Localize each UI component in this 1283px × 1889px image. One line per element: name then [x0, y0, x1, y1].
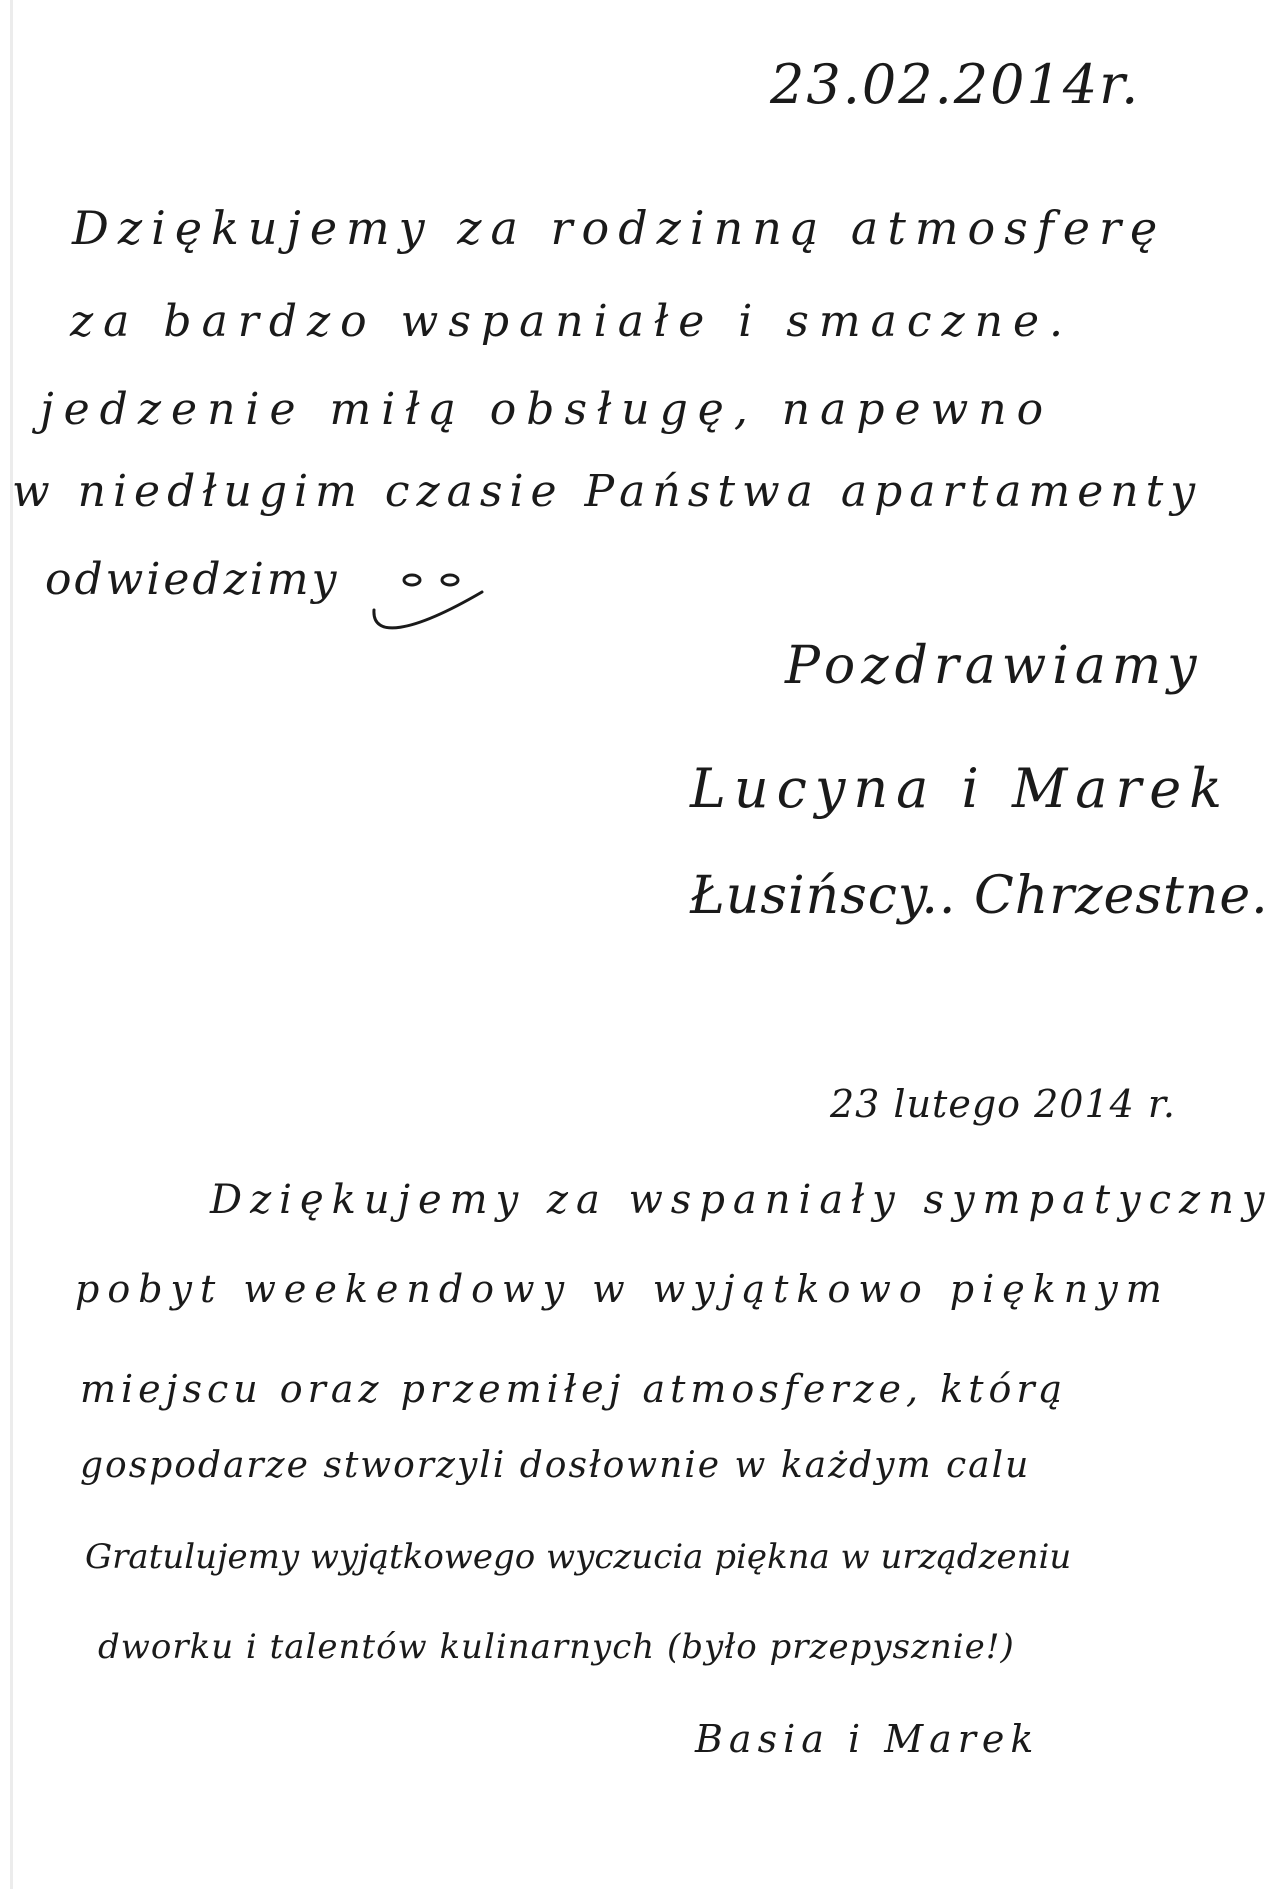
entry1-line-1: Dziękujemy za rodzinną atmosferę [72, 201, 1167, 255]
entry2-line-4: gospodarze stworzyli dosłownie w każdym calu [80, 1445, 1031, 1486]
binding-edge [10, 0, 13, 1889]
entry2-line-6: dworku i talentów kulinarnych (było przepysznie!) [98, 1627, 1015, 1667]
entry1-line-5: odwiedzimy [45, 554, 340, 605]
entry2-line-2: pobyt weekendowy w wyjątkowo pięknym [75, 1267, 1170, 1311]
entry1-date: 23.02.2014r. [770, 53, 1141, 116]
entry2-signature: Basia i Marek [695, 1717, 1040, 1761]
entry2-line-1: Dziękujemy za wspaniały sympatyczny [210, 1177, 1273, 1223]
smiley-face-icon [360, 560, 500, 650]
entry1-line-3: jedzenie miłą obsługę, napewno [40, 384, 1054, 435]
entry1-closing: Pozdrawiamy [785, 636, 1203, 696]
entry1-signature-surname: Łusińscy.. Chrzestne. [690, 866, 1269, 926]
entry1-line-2: za bardzo wspaniałe i smaczne. [70, 296, 1074, 347]
entry2-line-5: Gratulujemy wyjątkowego wyczucia piękna w urządzeniu [85, 1537, 1072, 1577]
entry2-line-3: miejscu oraz przemiłej atmosferze, którą [80, 1367, 1068, 1411]
entry1-signature-names: Lucyna i Marek [690, 757, 1230, 820]
entry1-line-4: w niedługim czasie Państwa apartamenty [12, 466, 1203, 517]
entry2-date: 23 lutego 2014 r. [830, 1082, 1176, 1126]
